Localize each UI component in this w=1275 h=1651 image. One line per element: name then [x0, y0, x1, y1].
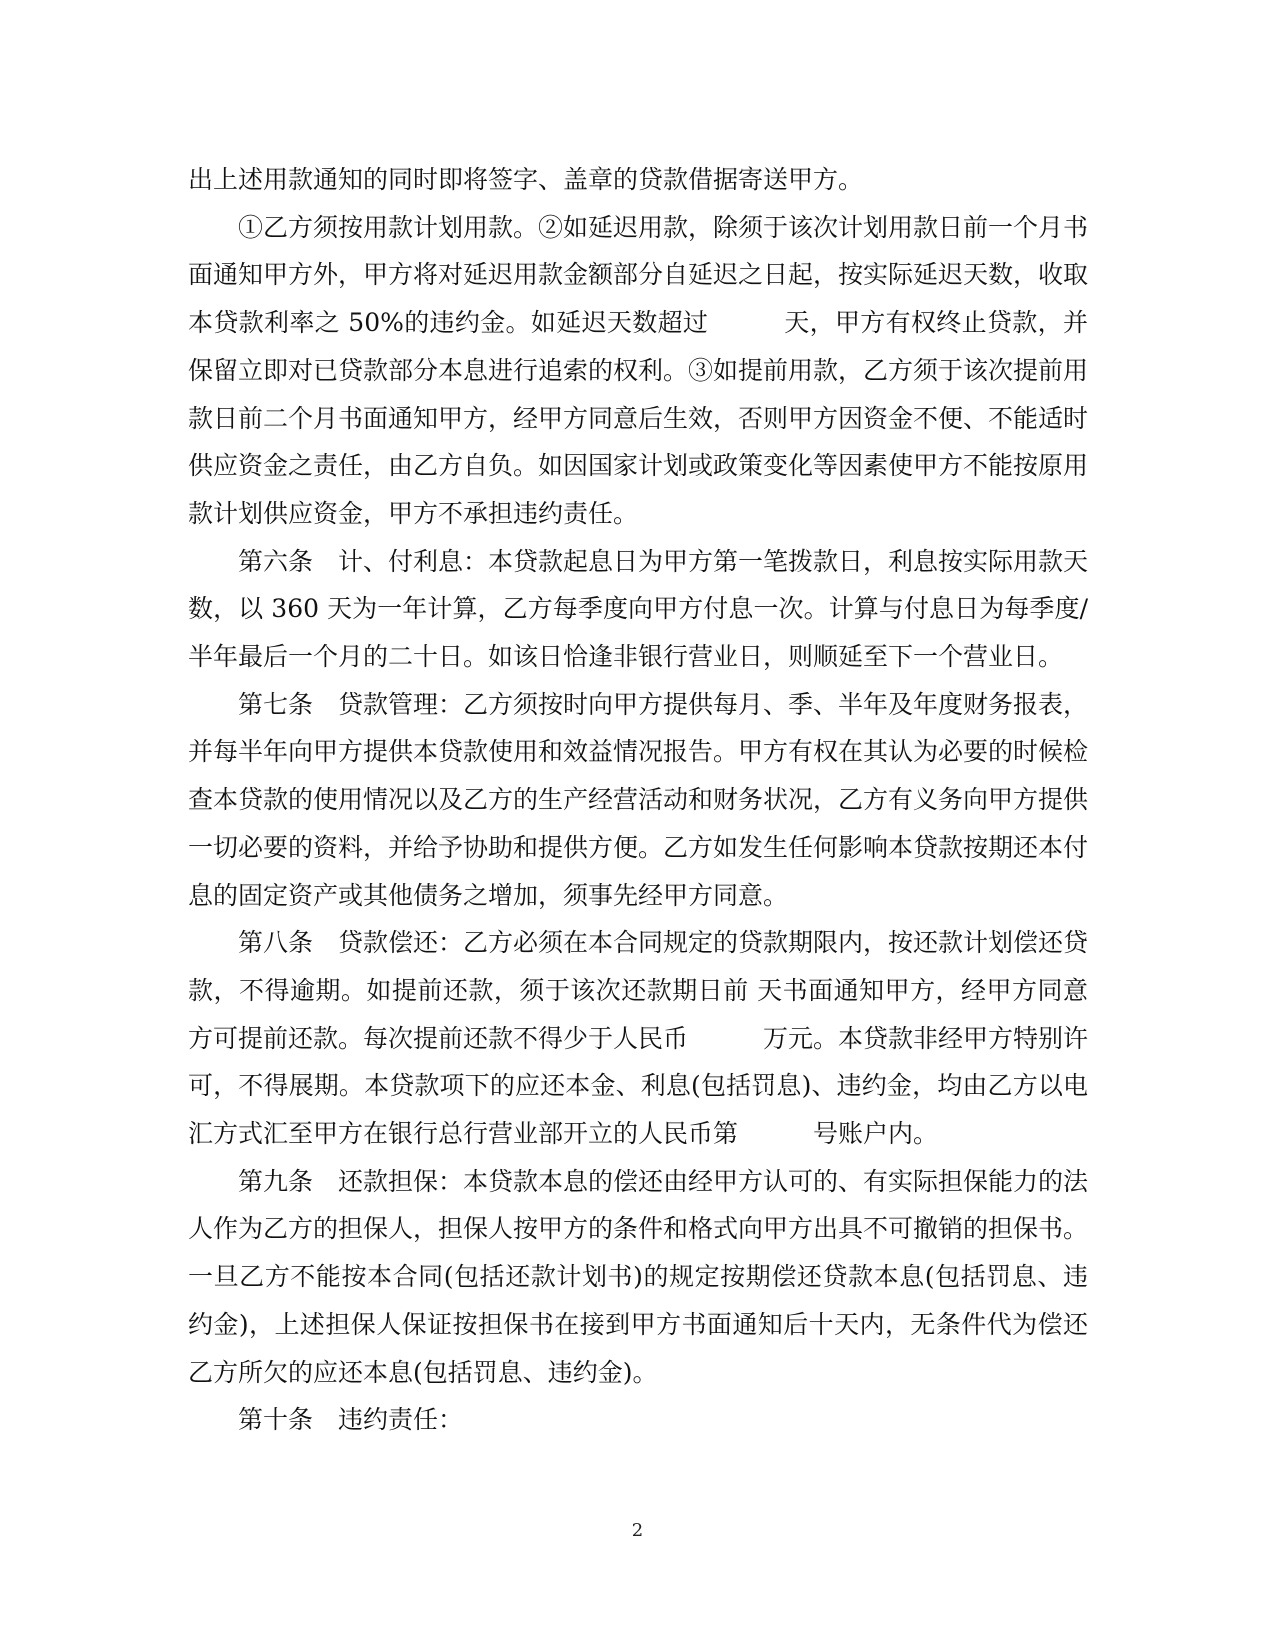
paragraph-article-8-repayment: 第八条 贷款偿还：乙方必须在本合同规定的贷款期限内，按还款计划偿还贷款，不得逾期。如提前还款，须于该次还款期日前 天书面通知甲方，经甲方同意方可提前还款。每次提前还款不得少于人民币 万元。本贷款非经甲方特别许可，不得展期。本贷款项下的应还本金、利息(包括罚息)、违约金，均由乙方以电汇方式汇至甲方在银行总行营业部开立的人民币第 号账户内。: [188, 928, 1089, 1149]
paragraph-article-7-loan-management: 第七条 贷款管理：乙方须按时向甲方提供每月、季、半年及年度财务报表，并每半年向甲方提供本贷款使用和效益情况报告。甲方有权在其认为必要的时候检查本贷款的使用情况以及乙方的生产经营活动和财务状况，乙方有义务向甲方提供一切必要的资料，并给予协助和提供方便。乙方如发生任何影响本贷款按期还本付息的固定资产或其他债务之增加，须事先经甲方同意。: [188, 689, 1089, 910]
paragraph-continuation: 出上述用款通知的同时即将签字、盖章的贷款借据寄送甲方。: [188, 165, 864, 194]
paragraph-loan-usage-rules: ①乙方须按用款计划用款。②如延迟用款，除须于该次计划用款日前一个月书面通知甲方外，甲方将对延迟用款金额部分自延迟之日起，按实际延迟天数，收取本贷款利率之 50%的违约金。如延迟天数超过 天，甲方有权终止贷款，并保留立即对已贷款部分本息进行追索的权利。③如提前用款，乙方须于该次提前用款日前二个月书面通知甲方，经甲方同意后生效，否则甲方因资金不便、不能适时供应资金之责任，由乙方自负。如因国家计划或政策变化等因素使甲方不能按原用款计划供应资金，甲方不承担违约责任。: [188, 212, 1089, 528]
paragraph-article-10-liability: 第十条 违约责任：: [238, 1405, 464, 1435]
paragraph-article-9-guarantee: 第九条 还款担保：本贷款本息的偿还由经甲方认可的、有实际担保能力的法人作为乙方的担保人，担保人按甲方的条件和格式向甲方出具不可撤销的担保书。一旦乙方不能按本合同(包括还款计划书)的规定按期偿还贷款本息(包括罚息、违约金)，上述担保人保证按担保书在接到甲方书面通知后十天内，无条件代为偿还乙方所欠的应还本息(包括罚息、违约金)。: [188, 1166, 1089, 1387]
document-body: [188, 156, 1088, 1444]
paragraph-article-6-interest: 第六条 计、付利息：本贷款起息日为甲方第一笔拨款日，利息按实际用款天数，以 360 天为一年计算，乙方每季度向甲方付息一次。计算与付息日为每季度/半年最后一个月的二十日。如该日恰逢非银行营业日，则顺延至下一个营业日。: [188, 546, 1089, 672]
page-number: 2: [631, 1520, 644, 1541]
